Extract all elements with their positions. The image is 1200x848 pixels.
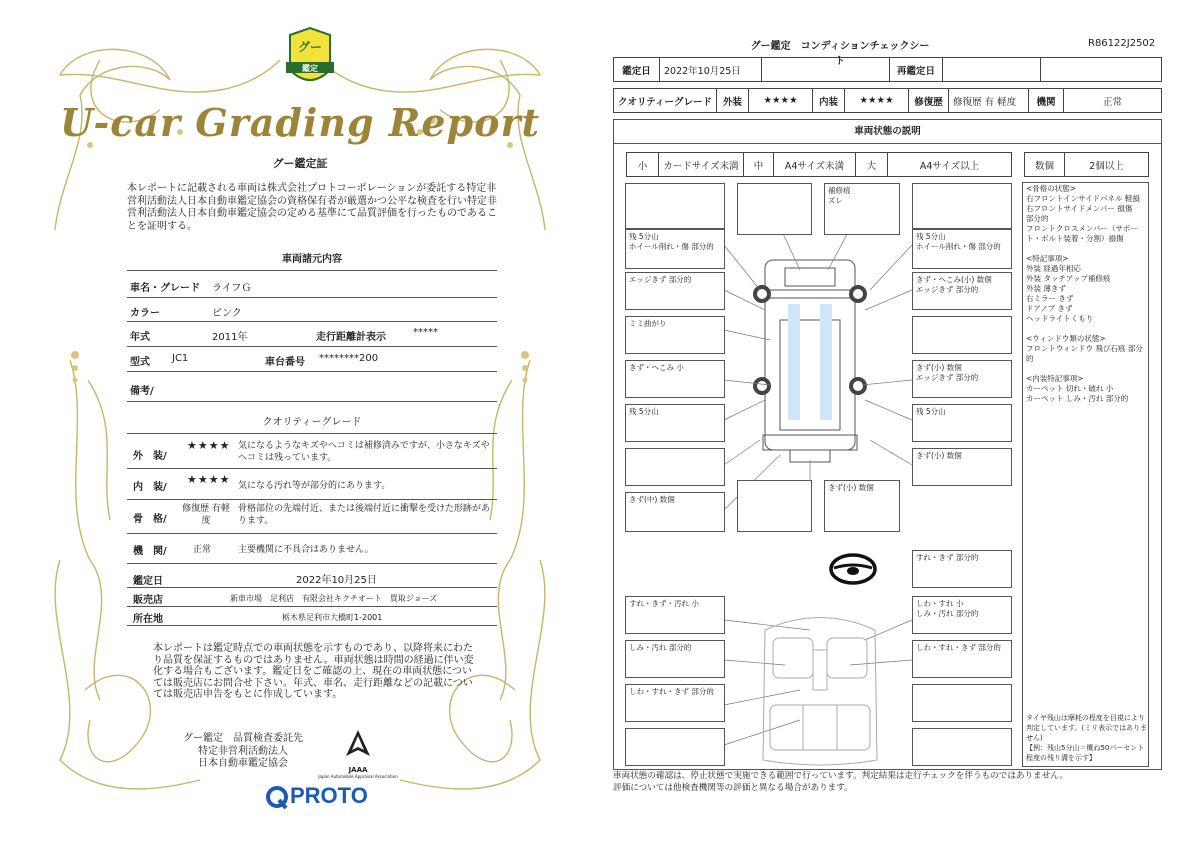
- logo-text-bottom: 鑑定: [302, 64, 318, 73]
- divider: [127, 468, 497, 469]
- exterior-stars: ★★★★: [187, 439, 231, 452]
- sheet-history-value: 修復歴 有 軽度: [949, 89, 1029, 113]
- divider: [127, 346, 497, 347]
- interior-box-rear-right: [912, 684, 1012, 722]
- condition-check-sheet: [600, 0, 1200, 848]
- damage-box-left-fender: エッジきず 部分的: [625, 272, 725, 310]
- sheet-interior-label: 内装: [813, 89, 845, 113]
- sheet-engine-value: 正常: [1064, 89, 1162, 113]
- divider: [127, 563, 497, 564]
- sheet-exterior-label: 外装: [717, 89, 749, 113]
- issuer: [178, 733, 308, 771]
- jaaa-emblem-icon: [318, 728, 398, 762]
- divider: [127, 499, 497, 500]
- issuer-line: 特定非営利活動法人: [198, 745, 288, 757]
- logo-text-top: グー: [297, 40, 322, 54]
- address-value: 栃木県足利市大橋町1-2001: [282, 613, 383, 622]
- car-interior-diagram: [755, 610, 885, 770]
- damage-box-left-front-tire: 残 5分山 ホイール削れ・傷 部分的: [625, 229, 725, 269]
- interior-box-front-left: すれ・きず・汚れ 小: [625, 596, 725, 634]
- divider: [127, 625, 497, 626]
- mileage-value: *****: [413, 327, 438, 338]
- model-value: JC1: [172, 353, 189, 364]
- frame-value: 修復歴 有軽度: [182, 504, 230, 526]
- year-label: 年式: [130, 332, 150, 343]
- dealer-value: 新車市場 足利店 有限会社キクチオート 買取ジョーズ: [230, 594, 438, 603]
- model-label: 型式: [130, 357, 150, 368]
- sheet-history-label: 修復歴: [909, 89, 949, 113]
- sheet-interior-stars: ★★★★: [845, 89, 909, 113]
- damage-box-right-door-rear: きず(小) 数個 エッジきず 部分的: [912, 360, 1012, 398]
- frame-notes: <骨格の状態> 右フロントインサイドパネル 軽損 右フロントサイドメンバー 損傷 部分的 フロントクロスメンバー（サポート・ボルト装着・分割）損傷 <特記事項> 外装 経過年相応 外装 タッチアップ補修痕 外装 薄きず 右ミラー きず ドアノブ きず ヘッドライトくもり <ウィンドウ類の状態> フロントウィンドウ 飛び石痕 部分的 <内装特記事項> カーペット 切れ・破れ 小 カーペット しみ・汚れ 部分的: [1026, 184, 1143, 403]
- jaaa-label: JAAA: [348, 766, 368, 774]
- jaaa-fullname: Japan Automobile Appraisal Association: [318, 774, 398, 779]
- proto-logo-text: PROTO: [290, 783, 368, 808]
- jaaa-logo: [318, 728, 398, 778]
- mileage-label: 走行距離計表示: [316, 332, 386, 343]
- damage-box-right-rear-tire: 残 5分山: [912, 404, 1012, 442]
- engine-label: 機 関/: [133, 546, 167, 557]
- report-title: U-car Grading Report: [59, 100, 541, 145]
- damage-box-rear-right: きず(小) 数個: [824, 480, 900, 532]
- tire-note: タイヤ残山は摩耗の程度を目視により判定しています。(ミリ表示ではありません) 【例：残山5分山＝概ね50パーセント程度の残り溝を示す】: [1026, 714, 1148, 762]
- name-label: 車名・グレード: [130, 283, 200, 294]
- date-label: 鑑定日: [133, 576, 163, 587]
- sheet-engine-label: 機関: [1029, 89, 1064, 113]
- color-label: カラー: [130, 308, 160, 319]
- divider: [127, 401, 497, 402]
- count-desc: 2個以上: [1065, 153, 1149, 177]
- damage-box-front: [737, 183, 812, 235]
- damage-box-right-top: [912, 183, 1012, 229]
- damage-box-right-door-front: [912, 316, 1012, 354]
- address-label: 所在地: [133, 614, 163, 625]
- engine-text: 主要機関に不具合はありません。: [238, 545, 374, 555]
- damage-box-left-door-front: ミミ曲がり: [625, 316, 725, 354]
- damage-box-left-rear-tire: 残 5分山: [625, 404, 725, 442]
- dealer-label: 販売店: [133, 595, 163, 606]
- exterior-text: 気になるようなキズやヘコミは補修済みですが、小さなキズやヘコミは残っています。: [238, 441, 490, 463]
- chassis-label: 車台番号: [265, 357, 305, 368]
- sheet-footnote: [613, 770, 1173, 794]
- certificate-subtitle: グー鑑定証: [272, 157, 328, 170]
- interior-box-front-right: しわ・すれ 小 しみ・汚れ 部分的: [912, 596, 1012, 634]
- divider: [127, 606, 497, 607]
- interior-label: 内 装/: [133, 482, 167, 493]
- divider: [127, 587, 497, 588]
- size-large-desc: A4サイズ以上: [888, 153, 1012, 177]
- condition-heading: 車両状態の説明: [613, 119, 1162, 144]
- engine-value: 正常: [193, 545, 212, 555]
- redate-label: 再鑑定日: [890, 58, 943, 82]
- issuer-line: グー鑑定 品質検査委託先: [183, 733, 303, 744]
- remarks-label: 備考/: [130, 386, 154, 397]
- quality-heading: クオリティーグレード: [262, 417, 362, 428]
- sheet-title: グー鑑定 コンディションチェックシート: [750, 41, 930, 67]
- specs-heading: 車両諸元内容: [282, 254, 342, 265]
- divider: [127, 297, 497, 298]
- size-small-desc: カードサイズ未満: [659, 153, 744, 177]
- divider: [127, 371, 497, 372]
- size-large: 大: [856, 153, 888, 177]
- count-label: 数個: [1025, 153, 1065, 177]
- steering-wheel-icon: [828, 552, 878, 586]
- footnote-line: 車両状態の確認は、停止状態で実施できる範囲で行っています。判定結果は走行チェックを伴うものではありません。: [613, 771, 1069, 781]
- date-value: 2022年10月25日: [296, 575, 377, 586]
- damage-box-left-door-rear: きず・へこみ 小: [625, 360, 725, 398]
- interior-text: 気になる汚れ等が部分的にあります。: [238, 481, 391, 491]
- sheet-date-label: 鑑定日: [614, 58, 660, 82]
- damage-box-right-front-tire: 残 5分山 ホイール削れ・傷 部分的: [912, 229, 1012, 269]
- interior-box-mid-left: しみ・汚れ 部分的: [625, 640, 725, 678]
- interior-box-luggage-right: [912, 728, 1012, 766]
- sheet-code: R86122J2502: [1088, 38, 1156, 49]
- sheet-date-value: 2022年10月25日: [660, 58, 762, 82]
- sheet-quality-label: クオリティーグレード: [614, 89, 717, 113]
- damage-box-right-fender: きず・へこみ(小) 数個 エッジきず 部分的: [912, 272, 1012, 310]
- certificate-intro: 本レポートに記載される車両は株式会社プロトコーポレーションが委託する特定非営利活動法人日本自動車鑑定協会の資格保有者が厳選かつ公平な検査を行い特定非営利活動法人日本自動車鑑定協会の定める基準にて品質評価を行ったものであることを証明する。: [127, 183, 497, 232]
- divider: [127, 533, 497, 534]
- frame-text: 骨格部位の先端付近、または後端付近に衝撃を受けた形跡があります。: [238, 504, 491, 526]
- divider: [127, 321, 497, 322]
- color-value: ピンク: [212, 308, 242, 319]
- size-small: 小: [627, 153, 659, 177]
- issuer-line: 日本自動車鑑定協会: [198, 758, 288, 769]
- interior-box-mid-right: しわ・すれ・きず 部分的: [912, 640, 1012, 678]
- damage-box-left-quarter: [625, 448, 725, 486]
- divider: [127, 433, 497, 434]
- sheet-exterior-stars: ★★★★: [749, 89, 813, 113]
- frame-label: 骨 格/: [133, 514, 167, 525]
- interior-box-luggage-left: [625, 728, 725, 766]
- interior-box-dashboard: すれ・きず 部分的: [912, 550, 1012, 588]
- exterior-label: 外 装/: [133, 451, 167, 462]
- damage-box-front-left: [625, 183, 725, 229]
- name-value: ライフＧ: [212, 283, 252, 294]
- damage-box-front-right: 補修痕 ズレ: [824, 183, 900, 235]
- year-value: 2011年: [212, 332, 248, 343]
- size-mid-desc: A4サイズ未満: [774, 153, 856, 177]
- footnote-line: 評価については他検査機関等の評価と異なる場合があります。: [613, 783, 853, 793]
- interior-box-rear-left: しわ・すれ・きず 部分的: [625, 684, 725, 722]
- certificate-note: 本レポートは鑑定時点での車両状態を示すものであり、以降将来にわたり品質を保証するものではありません。車両状態は時間の経過に伴い変化する場合もございます。鑑定日をご確認の上、現在の車両状態については販売店にお問合せ下さい。年式、車名、走行距離などの記載については販売店申告をもとに作成しています。: [153, 643, 474, 701]
- interior-stars: ★★★★: [187, 473, 231, 486]
- divider: [127, 270, 497, 271]
- size-mid: 中: [744, 153, 774, 177]
- chassis-value: ********200: [319, 353, 379, 364]
- damage-box-rear: [737, 480, 812, 532]
- damage-box-rear-left: きず(中) 数個: [625, 492, 725, 532]
- proto-logo-icon: [266, 786, 288, 814]
- damage-box-right-quarter: きず(小) 数個: [912, 448, 1012, 486]
